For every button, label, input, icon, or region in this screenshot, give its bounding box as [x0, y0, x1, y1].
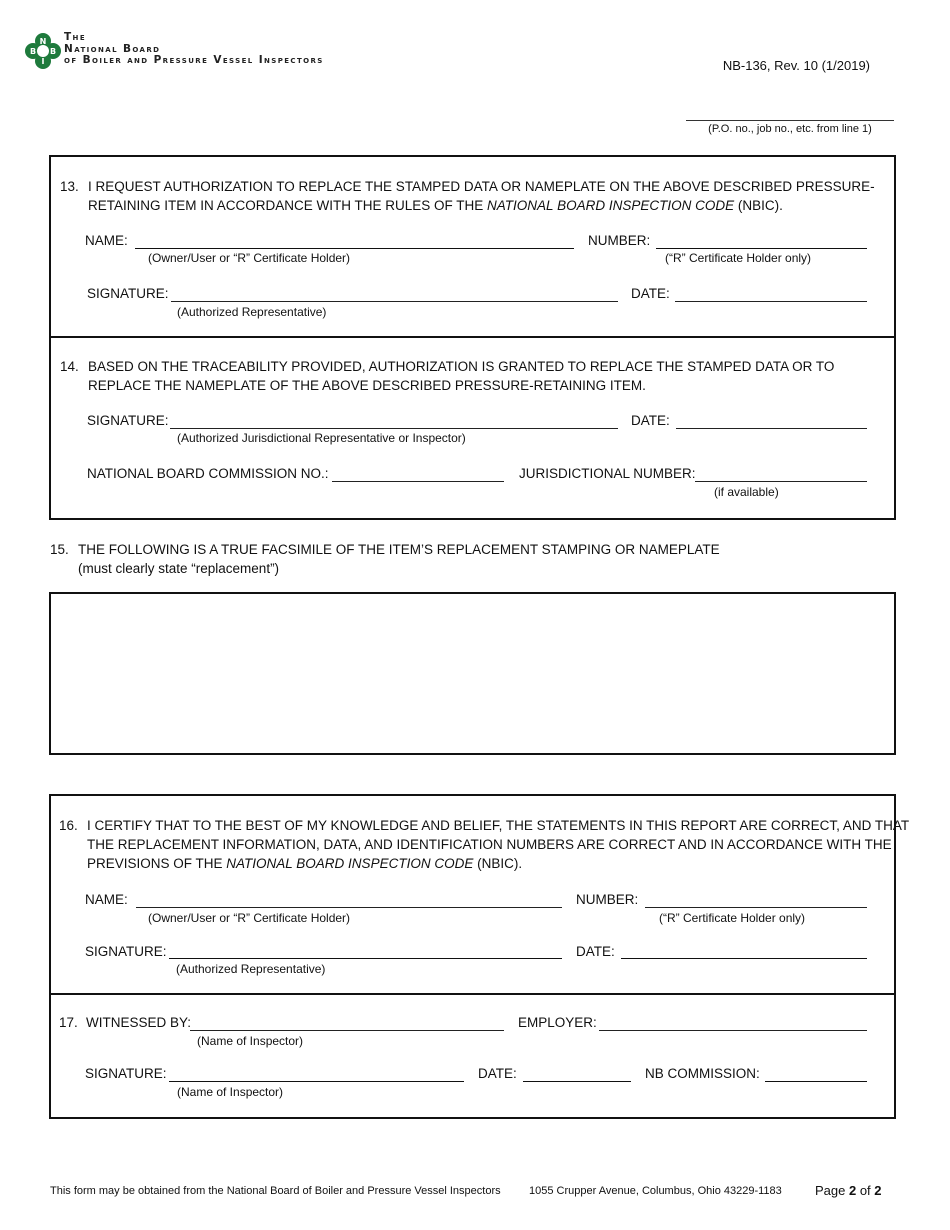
s14-date-label: DATE: [631, 413, 670, 428]
section-13-line-1: I REQUEST AUTHORIZATION TO REPLACE THE STAMPED DATA OR NAMEPLATE ON THE ABOVE DESCRIBED PRESSURE- [88, 179, 875, 194]
s14-jurisdictional-field[interactable] [695, 481, 867, 482]
s16-signature-field[interactable] [169, 958, 562, 959]
section-14-number: 14. [60, 359, 79, 374]
po-number-field[interactable] [686, 120, 894, 121]
s17-commission-label: NB COMMISSION: [645, 1066, 760, 1081]
s14-signature-label: SIGNATURE: [87, 413, 169, 428]
s13-signature-label: SIGNATURE: [87, 286, 169, 301]
s17-date-field[interactable] [523, 1081, 631, 1082]
s14-jurisdictional-label: JURISDICTIONAL NUMBER: [519, 466, 696, 481]
s16-signature-caption: (Authorized Representative) [176, 962, 326, 976]
section-16-number: 16. [59, 818, 78, 833]
section-16-statement [59, 816, 910, 876]
footer-source: This form may be obtained from the National Board of Boiler and Pressure Vessel Inspectors [50, 1185, 501, 1197]
s17-commission-field[interactable] [765, 1081, 867, 1082]
page-number: Page 2 of 2 [815, 1183, 882, 1198]
s13-number-label: NUMBER: [588, 233, 651, 248]
s17-employer-field[interactable] [599, 1030, 867, 1031]
s17-employer-label: EMPLOYER: [518, 1015, 597, 1030]
section-15-line-1: THE FOLLOWING IS A TRUE FACSIMILE OF THE ITEM’S REPLACEMENT STAMPING OR NAMEPLATE [78, 542, 720, 557]
s14-jurisdictional-caption: (if available) [714, 485, 779, 499]
s16-date-field[interactable] [621, 958, 867, 959]
s16-number-label: NUMBER: [576, 892, 639, 907]
s17-date-label: DATE: [478, 1066, 517, 1081]
section-13-statement [60, 177, 880, 217]
section-14-line-1: BASED ON THE TRACEABILITY PROVIDED, AUTHORIZATION IS GRANTED TO REPLACE THE STAMPED DATA OR TO [88, 359, 835, 374]
logo-letter-top: N [39, 37, 47, 46]
section-16-line-2: THE REPLACEMENT INFORMATION, DATA, AND IDENTIFICATION NUMBERS ARE CORRECT AND IN ACCORDANCE WITH THE [87, 837, 892, 852]
s13-number-caption: (“R” Certificate Holder only) [665, 251, 812, 265]
section-15-number: 15. [50, 542, 69, 557]
national-board-logo [24, 32, 62, 70]
s14-commission-field[interactable] [332, 481, 504, 482]
logo-letter-left: B [29, 47, 37, 56]
section-15-statement [50, 540, 870, 580]
s16-number-caption: (“R” Certificate Holder only) [659, 911, 806, 925]
section-15-line-2: (must clearly state “replacement”) [78, 561, 280, 576]
s13-date-field[interactable] [675, 301, 867, 302]
section-divider [49, 336, 896, 338]
logo-letter-right: B [49, 47, 57, 56]
s17-witnessed-caption: (Name of Inspector) [197, 1034, 304, 1048]
s17-witnessed-label: WITNESSED BY: [86, 1015, 192, 1030]
s13-signature-caption: (Authorized Representative) [177, 305, 327, 319]
s13-date-label: DATE: [631, 286, 670, 301]
s17-witnessed-field[interactable] [190, 1030, 504, 1031]
org-line-3: of Boiler and Pressure Vessel Inspectors [64, 54, 324, 66]
s17-signature-label: SIGNATURE: [85, 1066, 167, 1081]
s16-signature-label: SIGNATURE: [85, 944, 167, 959]
section-13-line-2: RETAINING ITEM IN ACCORDANCE WITH THE RULES OF THE NATIONAL BOARD INSPECTION CODE (NBIC). [88, 198, 783, 213]
s17-signature-field[interactable] [169, 1081, 464, 1082]
facsimile-box[interactable] [49, 592, 896, 755]
s16-name-caption: (Owner/User or “R” Certificate Holder) [148, 911, 351, 925]
organization-name [64, 32, 324, 67]
section-16-line-1: I CERTIFY THAT TO THE BEST OF MY KNOWLEDGE AND BELIEF, THE STATEMENTS IN THIS REPORT ARE CORRECT, AND THAT [87, 818, 910, 833]
s16-name-label: NAME: [85, 892, 128, 907]
form-number: NB-136, Rev. 10 (1/2019) [722, 58, 870, 73]
s16-name-field[interactable] [136, 907, 562, 908]
s13-number-field[interactable] [656, 248, 867, 249]
org-line-1: The [64, 31, 87, 43]
section-14-statement [60, 357, 880, 397]
s13-name-caption: (Owner/User or “R” Certificate Holder) [148, 251, 351, 265]
s13-name-label: NAME: [85, 233, 128, 248]
org-line-2: National Board [64, 42, 161, 55]
s13-name-field[interactable] [135, 248, 574, 249]
s14-signature-caption: (Authorized Jurisdictional Representative or Inspector) [177, 431, 466, 445]
section-14-line-2: REPLACE THE NAMEPLATE OF THE ABOVE DESCRIBED PRESSURE-RETAINING ITEM. [88, 378, 646, 393]
section-13-number: 13. [60, 179, 79, 194]
s14-signature-field[interactable] [170, 428, 618, 429]
s13-signature-field[interactable] [171, 301, 618, 302]
s16-number-field[interactable] [645, 907, 867, 908]
section-divider [49, 993, 896, 995]
po-number-caption: (P.O. no., job no., etc. from line 1) [708, 123, 872, 135]
logo-letter-bottom: I [41, 57, 45, 66]
footer-address: 1055 Crupper Avenue, Columbus, Ohio 43229-1183 [529, 1185, 782, 1197]
section-16-line-3: PREVISIONS OF THE NATIONAL BOARD INSPECTION CODE (NBIC). [87, 856, 523, 871]
s14-commission-label: NATIONAL BOARD COMMISSION NO.: [87, 466, 329, 481]
s14-date-field[interactable] [676, 428, 867, 429]
section-17-number: 17. [59, 1015, 78, 1030]
s17-signature-caption: (Name of Inspector) [177, 1085, 284, 1099]
s16-date-label: DATE: [576, 944, 615, 959]
